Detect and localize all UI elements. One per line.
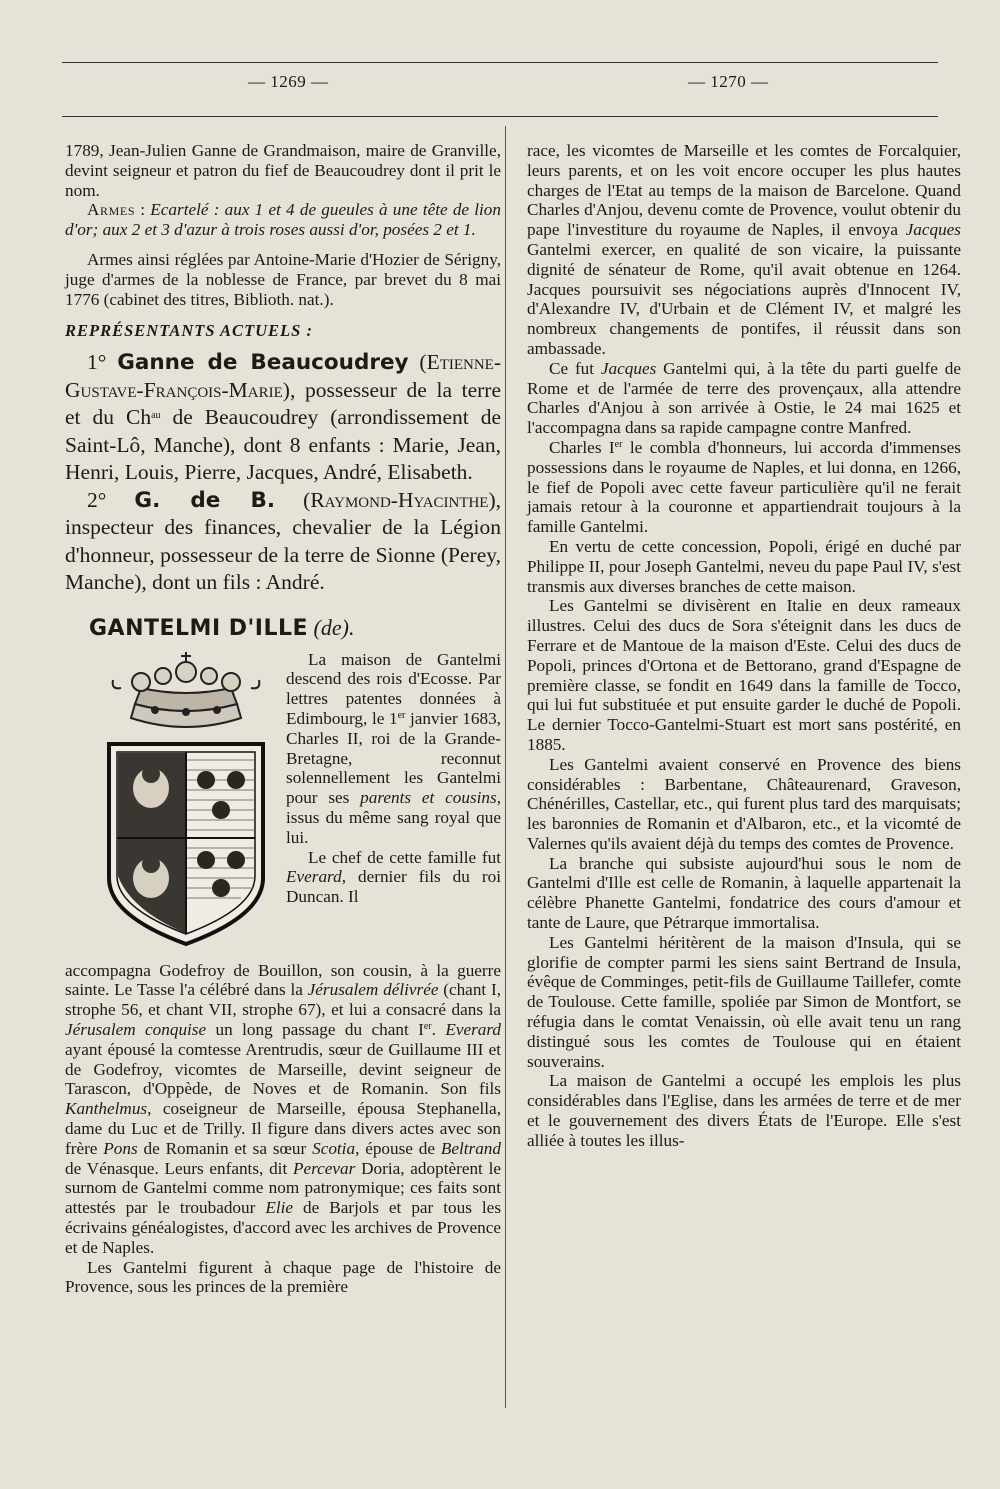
paragraph: Ce fut Jacques Gantelmi qui, à la tête du parti guelfe de Rome et de l'armée de terre des provençaux, alla attendre Charles d'Anjou à son arrivée à Ostie, le 24 mai 1625 et l'accompagna dans sa rapide campagne contre Manfred. <box>527 358 961 438</box>
family-title: GANTELMI D'ILLE (de). <box>89 614 355 641</box>
column-separator <box>505 126 506 1408</box>
coat-of-arms-icon <box>91 648 281 948</box>
paragraph: La maison de Gantelmi descend des rois d'Ecosse. Par lettres patentes données à Edimbourg, le 1er janvier 1683, Charles II, roi de la Grande-Bretagne, reconnut solennellement les Gantelmi pour ses parents et cousins, issus du même sang royal que lui. <box>286 649 502 847</box>
representative-name: Ganne de Beaucoudrey <box>117 350 409 376</box>
top-rule <box>62 62 938 63</box>
arms-paragraph: Armes : Ecartelé : aux 1 et 4 de gueules à une tête de lion d'or; aux 2 et 3 d'azur à trois roses aussi d'or, posées 2 et 1. <box>65 200 501 240</box>
paragraph: 1789, Jean-Julien Ganne de Grandmaison, maire de Granville, devint seigneur et patron du fief de Beaucoudrey dont il prit le nom. <box>65 141 501 200</box>
paragraph: accompagna Godefroy de Bouillon, son cousin, à la guerre sainte. Le Tasse l'a célébré dans la Jérusalem délivrée (chant I, strophe 56, et chant VII, strophe 67), et lui a consacré dans la Jérusalem conquise un long passage du chant Ier. Everard ayant épousé la comtesse Arentrudis, sœur de Guillaume III et de Godefroy, vicomtes de Marseille, devint seigneur de Tarascon, d'Oppède, de Noves et de Romanin. Son fils Kanthelmus, coseigneur de Marseille, épousa Stephanella, dame du Luc et de Trilly. Il figure dans divers actes avec son frère Pons de Romanin et sa sœur Scotia, épouse de Beltrand de Vénasque. Leurs enfants, dit Percevar Doria, adoptèrent le surnom de Gantelmi comme nom patronymique; ces faits sont attestés par le troubadour Elie de Barjols et par tous les écrivains généalogistes, d'accord avec les archives de Provence et de Naples. <box>65 960 502 1257</box>
paragraph: Les Gantelmi héritèrent de la maison d'Insula, qui se glorifie de compter parmi les siens saint Bertrand de Insula, évêque de Comminges, petit-fils de Guillaume Taillefer, comte de Toulouse. Cette famille, spoliée par Simon de Montfort, se réfugia dans le comtat Venaissin, où elle avait tenu un rang distingué sous les comtes de Toulouse qui en étaient souverains. <box>527 932 961 1071</box>
crest-side-text <box>286 650 501 907</box>
paragraph: Les Gantelmi avaient conservé en Provence des biens considérables : Barbentane, Châteaurenard, Graveson, Chénérilles, Castellar, etc., qui furent plus tard des marquisats; les baronnies de Romanin et d'Albaron, etc., et la vicomté de Valernes qu'ils avaient déjà du temps des comtes de Provence. <box>527 754 961 853</box>
representative-1: 1° Ganne de Beaucoudrey (Etienne-Gustave-François-Marie), possesseur de la terre et du $Ch^{au}$ de Beaucoudrey (arrondissement de Saint-Lô, Manche), dont 8 enfants : Marie, Jean, Henri, Louis, Pierre, Jacques, André, Elisabeth. <box>65 350 502 485</box>
paragraph: En vertu de cette concession, Popoli, érigé en duché par Philippe II, pour Joseph Gantelmi, neveu du pape Paul IV, s'est transmis aux diverses branches de cette maison. <box>527 536 961 596</box>
section-heading: REPRÉSENTANTS ACTUELS : <box>65 321 313 341</box>
paragraph: race, les vicomtes de Marseille et les comtes de Forcalquier, leurs parents, et on les voit encore occuper les plus hautes charges de l'Etat au temps de la maison de Barcelone. Quand Charles d'Anjou, devenu comte de Provence, voulut obtenir du pape l'investiture du royaume de Naples, il envoya Jacques Gantelmi exercer, en qualité de son vicaire, la puissante dignité de sénateur de Rome, qu'il avait obtenue en 1264. Jacques poursuivit ses négociations auprès d'Innocent IV, d'Alexandre IV, d'Urbain et de Clément IV, et malgré les nombreux changements de pontifes, il réussit dans son ambassade. <box>527 141 961 358</box>
paragraph: Le chef de cette famille fut Everard, dernier fils du roi Duncan. Il <box>286 847 501 907</box>
paragraph: La maison de Gantelmi a occupé les emplois les plus considérables dans l'Eglise, dans les armées de terre et de mer et le gouvernement des divers États de l'Europe. Elle s'est alliée à toutes les illus- <box>527 1071 961 1150</box>
paragraph: Les Gantelmi se divisèrent en Italie en deux rameaux illustres. Celui des ducs de Sora s'éteignit dans les ducs de Ferrare et de Mantoue de la maison d'Este. Celui des ducs de Popoli, princes d'Ortona et de Bettorano, grand d'Espagne de première classe, se fondit en 1649 dans la famille de Tocco, qui lui fut substituée et put ensuite garder le duché de Popoli. Le dernier Tocco-Gantelmi-Stuart est mort sans postérité, en 1885. <box>527 596 961 754</box>
representative-name: G. de B. <box>134 487 276 513</box>
arms-blazon: Ecartelé : aux 1 et 4 de gueules à une tête de lion d'or; aux 2 et 3 d'azur à trois roses aussi d'or, posées 2 et 1. <box>65 200 501 240</box>
crest-block <box>65 648 501 961</box>
left-column <box>65 141 501 1297</box>
page-number-left: — 1269 — <box>248 72 329 91</box>
header-rule <box>62 116 938 117</box>
paragraph: Les Gantelmi figurent à chaque page de l'histoire de Provence, sous les princes de la première <box>65 1257 501 1297</box>
arms-label: Armes <box>87 200 136 220</box>
right-column <box>527 141 961 1151</box>
representative-2: 2° G. de B. (Raymond-Hyacinthe), inspecteur des finances, chevalier de la Légion d'honneur, possesseur de la terre de Sionne (Perey, Manche), dont un fils : André. <box>65 487 502 595</box>
paragraph: Armes ainsi réglées par Antoine-Marie d'Hozier de Sérigny, juge d'armes de la noblesse de France, par brevet du 8 mai 1776 (cabinet des titres, Biblioth. nat.). <box>65 249 501 309</box>
paragraph: La branche qui subsiste aujourd'hui sous le nom de Gantelmi d'Ille est celle de Romanin, à laquelle appartenait la célèbre Phanette Gantelmi, fondatrice des cours d'amour et tante de Laure, que Pétrarque immortalisa. <box>527 853 961 933</box>
paragraph: Charles Ier le combla d'honneurs, lui accorda d'immenses possessions dans le royaume de Naples, et lui donna, en 1266, le fief de Popoli avec cette faveur particulière qu'il ne ferait jamais retour à la couronne et appartiendrait toujours à la famille Gantelmi. <box>527 437 961 537</box>
page-number-right: — 1270 — <box>688 72 769 91</box>
